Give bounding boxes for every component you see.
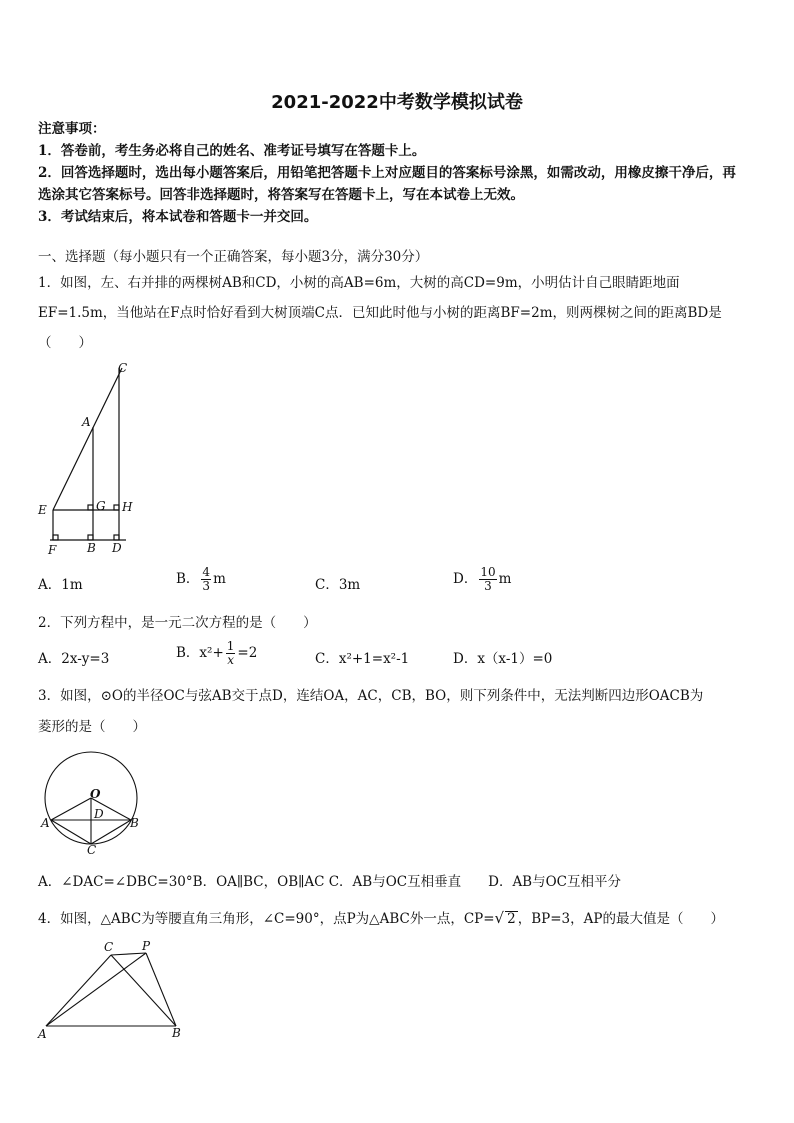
sqrt-icon: √ [494, 909, 505, 927]
q4-segment-ap [46, 953, 146, 1026]
q1-line-3: （ ） [38, 335, 92, 351]
q1-label-h: H [122, 500, 133, 514]
q4-sqrt-value: 2 [507, 911, 516, 927]
q4-segment-cb [111, 955, 176, 1026]
q4-stem-prefix: 4．如图，△ABC为等腰直角三角形，∠C=90°，点P为△ABC外一点，CP= [38, 911, 495, 927]
q4-stem-suffix: ，BP=3，AP的最大值是（ ） [517, 911, 724, 927]
q1-option-d-prefix: D． [453, 571, 478, 587]
q1-option-d [453, 566, 511, 593]
q1-label-a: A [82, 415, 91, 429]
q1-label-b: B [87, 541, 96, 555]
q3-label-a: A [41, 816, 50, 830]
q2-option-a: A．2x-y=3 [38, 651, 110, 667]
q1-label-f: F [48, 543, 57, 557]
q1-line-2: EF=1.5m，当他站在F点时恰好看到大树顶端C点．已知此时他与小树的距离BF=2m，则两棵树之间的距离BD是 [38, 305, 722, 321]
notice-item-3: 3．考试结束后，将本试卷和答题卡一并交回。 [38, 209, 318, 225]
q3-line-1: 3．如图，⊙O的半径OC与弦AB交于点D，连结OA，AC，CB，BO，则下列条件中，无法判断四边形OACB为 [38, 688, 704, 704]
q1-option-b-fraction [201, 566, 211, 593]
q4-segment-pb [146, 953, 176, 1026]
q2-option-b-den: x [227, 653, 234, 667]
q1-option-a: A．1m [38, 577, 83, 593]
q1-option-b-num: 4 [202, 565, 211, 579]
q2-option-b-num: 1 [226, 639, 235, 653]
notice-item-2b: 选涂其它答案标号。回答非选择题时，将答案写在答题卡上，写在本试卷上无效。 [38, 187, 524, 203]
q1-option-d-den: 3 [484, 579, 492, 593]
q3-label-b: B [130, 816, 139, 830]
q3-figure [36, 746, 148, 858]
q4-label-a: A [38, 1027, 47, 1041]
q1-option-d-fraction [479, 566, 496, 593]
q2-option-b-fraction [226, 640, 236, 667]
q1-label-g: G [96, 499, 106, 513]
q2-option-d: D．x（x-1）=0 [453, 651, 553, 667]
q3-line-2: 菱形的是（ ） [38, 719, 146, 735]
q1-label-e: E [38, 503, 47, 517]
q3-label-c: C [87, 843, 97, 857]
q3-label-d: D [94, 807, 104, 821]
notice-heading: 注意事项： [38, 121, 106, 137]
q4-label-p: P [142, 939, 151, 953]
q1-option-c: C．3m [315, 577, 361, 593]
q4-figure [34, 936, 194, 1044]
q4-segment-cp [111, 953, 146, 955]
section-heading: 一、选择题（每小题只有一个正确答案，每小题3分，满分30分） [38, 249, 429, 265]
q1-option-d-num: 10 [480, 565, 496, 579]
notice-item-1: 1．答卷前，考生务必将自己的姓名、准考证号填写在答题卡上。 [38, 143, 426, 159]
q4-label-b: B [172, 1026, 181, 1040]
q4-segment-ac [46, 955, 111, 1026]
q3-label-o: O [90, 787, 101, 801]
q1-line-1: 1．如图，左、右并排的两棵树AB和CD，小树的高AB=6m，大树的高CD=9m，小明估计自己眼睛距地面 [38, 275, 680, 291]
q1-option-b-prefix: B． [176, 571, 200, 587]
q2-option-c: C．x²+1=x²-1 [315, 651, 410, 667]
q2-option-b-prefix: B．x²+ [176, 645, 224, 661]
q4-label-c: C [104, 940, 114, 954]
q1-option-b [176, 566, 226, 593]
q1-option-b-unit: m [213, 571, 226, 587]
q1-option-d-unit: m [498, 571, 512, 587]
q3-options: A．∠DAC=∠DBC=30°B．OA∥BC，OB∥AC C．AB与OC互相垂直 D．AB与OC互相平分 [38, 874, 622, 890]
page-title: 2021-2022中考数学模拟试卷 [271, 92, 523, 113]
q2-stem: 2．下列方程中，是一元二次方程的是（ ） [38, 615, 317, 631]
q2-option-b-suffix: =2 [237, 645, 258, 661]
q1-figure [34, 358, 144, 558]
q1-sight-line [53, 368, 122, 510]
q4-stem [38, 907, 724, 930]
q1-option-b-den: 3 [202, 579, 211, 593]
q1-label-c: C [118, 361, 128, 375]
q1-label-d: D [112, 541, 122, 555]
notice-item-2a: 2．回答选择题时，选出每小题答案后，用铅笔把答题卡上对应题目的答案标号涂黑，如需改动，用橡皮擦干净后，再 [38, 165, 736, 181]
q2-option-b [176, 640, 257, 667]
